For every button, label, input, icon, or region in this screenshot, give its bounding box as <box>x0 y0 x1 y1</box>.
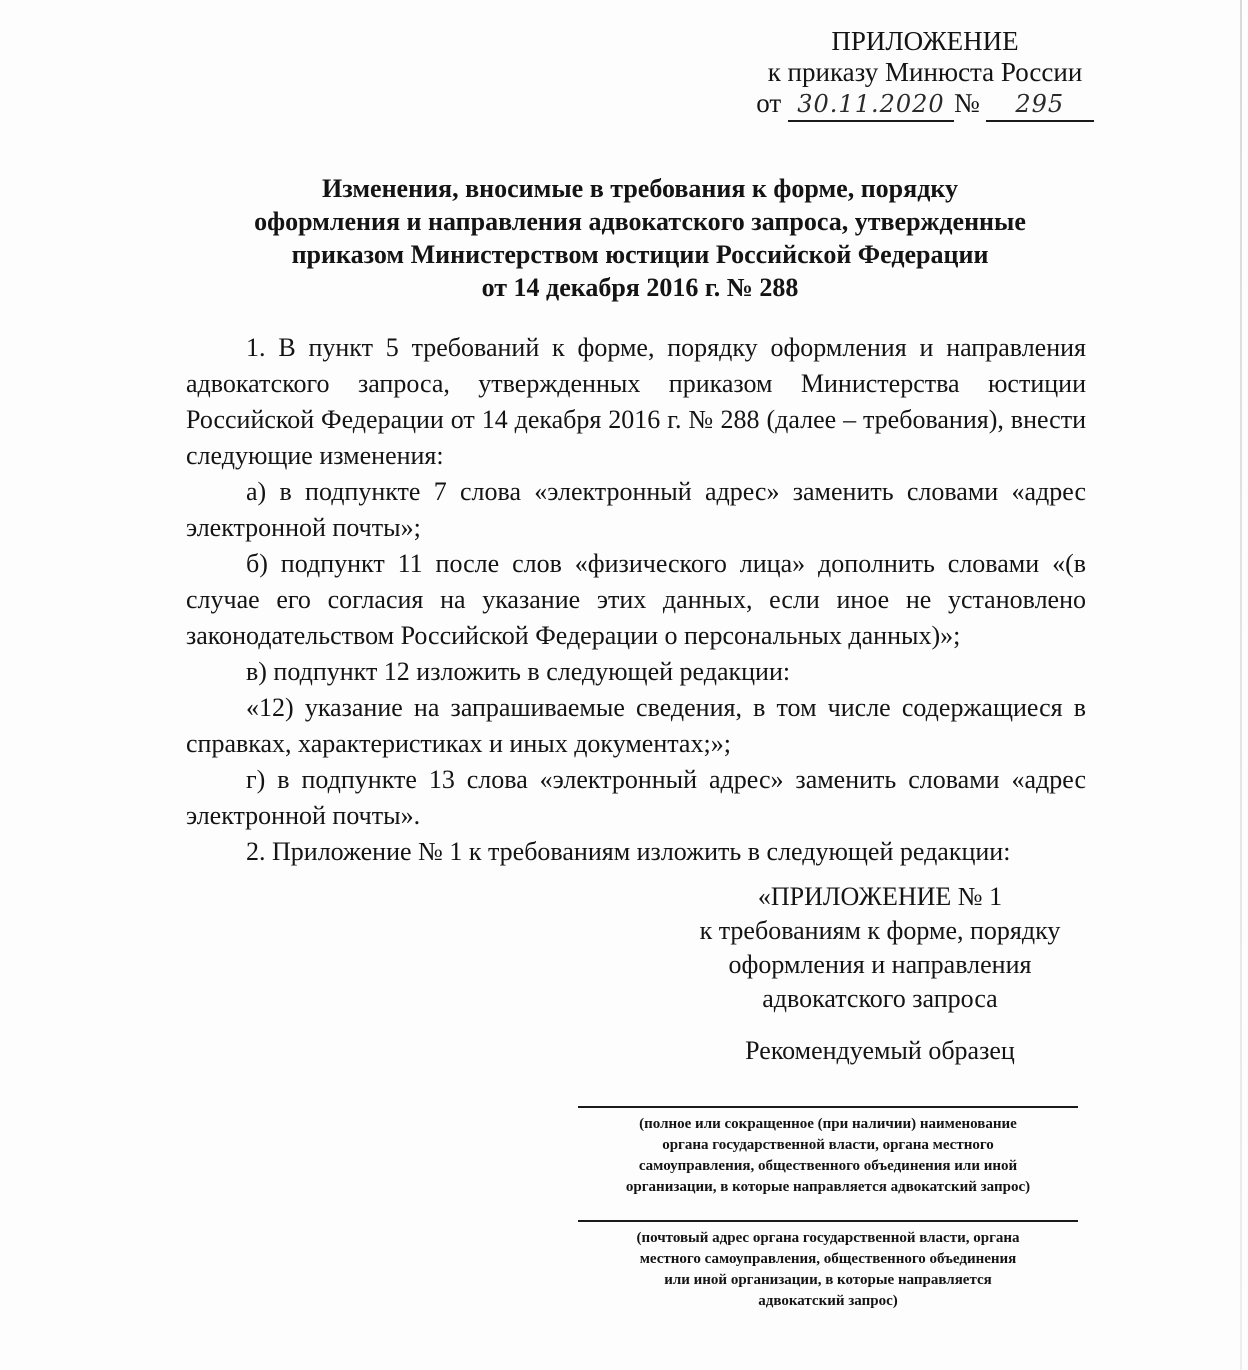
title-line: приказом Министерством юстиции Российской Федерации <box>291 240 989 269</box>
appendix-header <box>740 26 1110 122</box>
field-caption-line: местного самоуправления, общественного объединения <box>639 1251 1017 1267</box>
appendix-label: ПРИЛОЖЕНИЕ <box>831 26 1019 56</box>
appendix-1-line: к требованиям к форме, порядку <box>699 916 1061 945</box>
recipient-name-field <box>578 1106 1078 1198</box>
document-title <box>180 172 1100 304</box>
appendix-1-header <box>660 880 1100 1016</box>
field-caption-line: организации, в которые направляется адвокатский запрос) <box>625 1179 1031 1195</box>
paragraph-item-2: 2. Приложение № 1 к требованиям изложить в следующей редакции: <box>246 837 1011 866</box>
field-caption-line: (почтовый адрес органа государственной власти, органа <box>636 1230 1020 1246</box>
appendix-1-line: адвокатского запроса <box>762 984 998 1013</box>
number-sign: № <box>953 88 980 118</box>
fill-in-line <box>578 1220 1078 1222</box>
handwritten-date: 30.11.2020 <box>788 89 954 122</box>
date-prefix: от <box>756 88 782 118</box>
paragraph-subitem-b: б) подпункт 11 после слов «физического лица» дополнить словами «(в случае его согласия на указание этих данных, если иное не установлено законодательством Российской Федерации о персональных данных)»; <box>186 549 1086 650</box>
fill-in-line <box>578 1106 1078 1108</box>
handwritten-number: 295 <box>986 89 1094 122</box>
scan-edge <box>1240 0 1242 1370</box>
field-caption-line: самоуправления, общественного объединения или иной <box>638 1158 1018 1174</box>
field-caption-line: (полное или сокращенное (при наличии) наименование <box>639 1116 1017 1132</box>
recommended-sample-label: Рекомендуемый образец <box>745 1036 1015 1065</box>
title-line: оформления и направления адвокатского запроса, утвержденные <box>254 207 1026 236</box>
field-caption-line: органа государственной власти, органа местного <box>662 1137 994 1153</box>
paragraph-subitem-a: а) в подпункте 7 слова «электронный адрес» заменить словами «адрес электронной почты»; <box>186 477 1086 542</box>
field-caption-line: адвокатский запрос) <box>758 1293 898 1309</box>
appendix-1-line: оформления и направления <box>728 950 1032 979</box>
paragraph-quote-12: «12) указание на запрашиваемые сведения, в том числе содержащиеся в справках, характеристиках и иных документах;»; <box>186 693 1086 758</box>
title-line: от 14 декабря 2016 г. № 288 <box>481 273 799 302</box>
paragraph-item-1: 1. В пункт 5 требований к форме, порядку оформления и направления адвокатского запроса, утвержденных приказом Министерства юстиции Российской Федерации от 14 декабря 2016 г. № 288 (далее – требования), внести следующие изменения: <box>186 333 1086 470</box>
paragraph-subitem-g: г) в подпункте 13 слова «электронный адрес» заменить словами «адрес электронной почты». <box>186 765 1086 830</box>
document-body <box>186 330 1086 870</box>
paragraph-subitem-v: в) подпункт 12 изложить в следующей редакции: <box>246 657 791 686</box>
order-reference: к приказу Минюста России <box>767 57 1083 87</box>
appendix-1-line: «ПРИЛОЖЕНИЕ № 1 <box>757 882 1003 911</box>
order-date-line <box>740 88 1110 122</box>
title-line: Изменения, вносимые в требования к форме, порядку <box>322 174 958 203</box>
recipient-address-field <box>578 1220 1078 1312</box>
field-caption-line: или иной организации, в которые направляется <box>664 1272 992 1288</box>
